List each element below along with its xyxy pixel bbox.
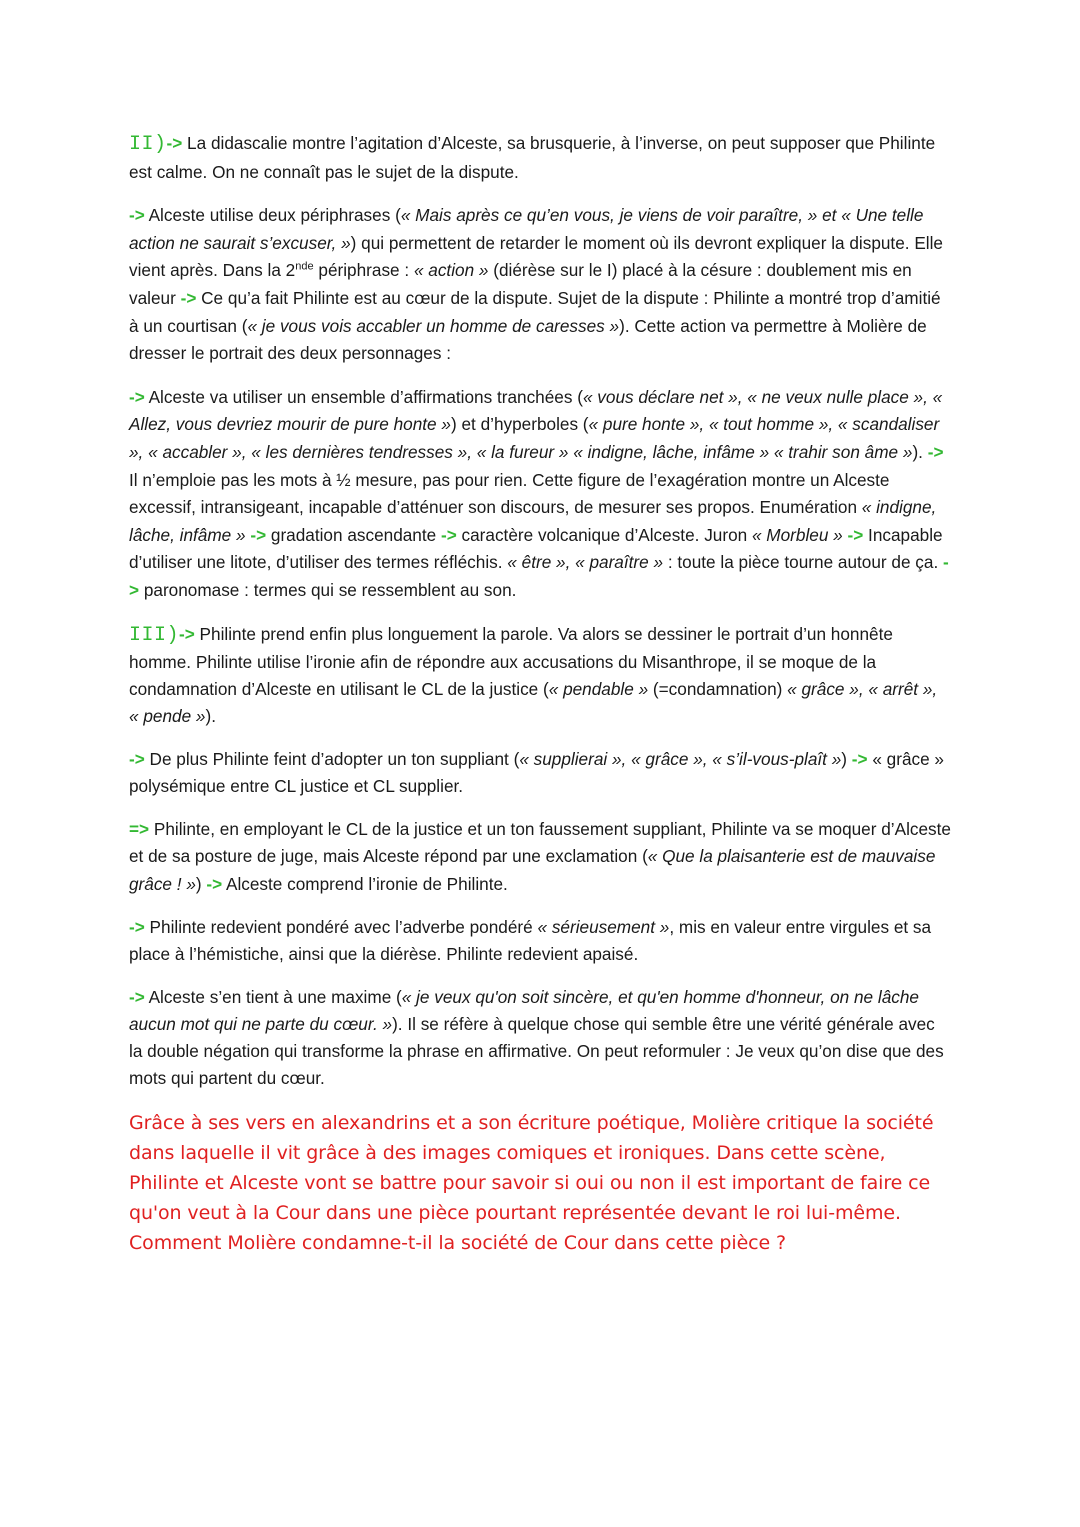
text: ). Il se réfère à quelque chose qui semble être une vérité générale avec la double négation qui transforme la phrase en affirmative. On peut reformuler : Je veux qu’on dise que des mots qui partent du cœur. bbox=[129, 1014, 944, 1089]
text: périphrase : bbox=[313, 260, 414, 281]
section-marker-iii: III) bbox=[129, 623, 180, 647]
quote: « sérieusement » bbox=[537, 917, 670, 938]
arrow-icon: -> bbox=[129, 987, 145, 1008]
paragraph-hyperboles bbox=[129, 384, 951, 605]
text: Philinte prend enfin plus longuement la parole. Va alors se dessiner le portrait d’un honnête homme. Philinte utilise l’ironie afin de répondre aux accusations du Misanthrope, il se moque de la condamnation d’Alceste en utilisant le CL de la justice ( bbox=[129, 623, 893, 699]
quote: « indigne, lâche, infâme » bbox=[129, 497, 937, 545]
arrow-icon: -> bbox=[129, 205, 145, 226]
text: (=condamnation) bbox=[648, 678, 788, 699]
text: : toute la pièce tourne autour de ça. bbox=[663, 552, 944, 573]
quote: « je vous vois accabler un homme de caresses » bbox=[247, 315, 620, 336]
paragraph-2 bbox=[129, 130, 951, 186]
quote: « pendable » bbox=[548, 678, 649, 699]
arrow-icon: -> bbox=[129, 748, 145, 769]
text: Il n’emploie pas les mots à ½ mesure, pas pour rien. Cette figure de l’exagération montre un Alceste excessif, intransigeant, incapable d’atténuer son discours, de mesurer ses propos. Enumération bbox=[129, 469, 890, 518]
text: De plus Philinte feint d’adopter un ton suppliant ( bbox=[144, 748, 520, 769]
paragraph-periphrases bbox=[129, 202, 951, 368]
arrow-icon: -> bbox=[440, 524, 457, 545]
quote: « action » bbox=[413, 260, 489, 281]
arrow-icon: -> bbox=[851, 748, 868, 769]
arrow-icon: -> bbox=[250, 524, 267, 545]
text: « grâce » polysémique entre CL justice et CL supplier. bbox=[129, 748, 944, 796]
text: Incapable d’utiliser une litote, d’utiliser des termes réfléchis. bbox=[129, 524, 943, 573]
quote: « Morbleu » bbox=[751, 524, 843, 545]
text: Alceste comprend l’ironie de Philinte. bbox=[222, 873, 508, 894]
arrow-icon: -> bbox=[206, 873, 223, 894]
text: paronomase : termes qui se ressemblent au son. bbox=[139, 579, 517, 600]
quote: « vous déclare net », « ne veux nulle place », « Allez, vous devriez mourir de pure honte » bbox=[129, 386, 943, 435]
text: Alceste s’en tient à une maxime ( bbox=[144, 987, 402, 1008]
text: Philinte redevient pondéré avec l’adverbe pondéré bbox=[144, 917, 538, 938]
quote: « je veux qu'on soit sincère, et qu'en homme d'honneur, on ne lâche aucun mot qui ne parte du cœur. » bbox=[129, 987, 919, 1035]
text: ). bbox=[205, 705, 216, 726]
text: (diérèse sur le I) placé à la césure : doublement mis en valeur bbox=[129, 260, 912, 308]
section-marker-ii: II) bbox=[129, 133, 167, 156]
arrow-icon: -> bbox=[129, 552, 949, 600]
text: ) et d’hyperboles ( bbox=[450, 414, 589, 435]
document-page bbox=[129, 130, 951, 1277]
text: La didascalie montre l’agitation d’Alceste, sa brusquerie, à l’inverse, on peut supposer que Philinte est calme. On ne connaît pas le sujet de la dispute. bbox=[129, 133, 936, 182]
text: ). bbox=[912, 441, 928, 462]
superscript: nde bbox=[295, 260, 314, 273]
arrow-icon: -> bbox=[166, 133, 183, 153]
paragraph-ironie bbox=[129, 816, 951, 899]
conclusion-problematique: Grâce à ses vers en alexandrins et a son écriture poétique, Molière critique la société dans laquelle il vit grâce à des images comiques et ironiques. Dans cette scène, Philinte et Alceste vont se battre pour savoir si oui ou non il est important de faire ce qu'on veut à la Cour dans une pièce pourtant représentée devant le roi lui-même. Comment Molière condamne-t-il la société de Cour dans cette pièce ? bbox=[129, 1112, 934, 1255]
text: ) qui permettent de retarder le moment où ils devront expliquer la dispute. Elle vient après. Dans la 2 bbox=[129, 232, 943, 281]
double-arrow-icon: => bbox=[129, 818, 150, 839]
text: Alceste va utiliser un ensemble d’affirmations tranchées ( bbox=[144, 386, 583, 407]
text: ). Cette action va permettre à Molière de dresser le portrait des deux personnages : bbox=[129, 315, 927, 364]
quote: « grâce », « arrêt », « pende » bbox=[129, 678, 938, 726]
arrow-icon: -> bbox=[847, 524, 864, 545]
paragraph-suppliant bbox=[129, 746, 951, 800]
arrow-icon: -> bbox=[129, 386, 145, 407]
text: Ce qu’a fait Philinte est au cœur de la dispute. Sujet de la dispute : Philinte a montré trop d’amitié à un courtisan ( bbox=[129, 287, 941, 336]
text: gradation ascendante bbox=[266, 524, 441, 545]
quote: « être », « paraître » bbox=[507, 552, 664, 573]
text: caractère volcanique d’Alceste. Juron bbox=[456, 524, 752, 545]
text: , mis en valeur entre virgules et sa place à l’hémistiche, ainsi que la diérèse. Philinte redevient apaisé. bbox=[129, 917, 932, 965]
quote: « supplierai », « grâce », « s’il-vous-plaît » bbox=[519, 748, 842, 769]
text: ) bbox=[841, 748, 852, 769]
text: ) bbox=[195, 873, 207, 894]
paragraph-maxime bbox=[129, 984, 951, 1092]
text: Philinte, en employant le CL de la justice et un ton faussement suppliant, Philinte va se moquer d’Alceste et de sa posture de juge, mais Alceste répond par une exclamation ( bbox=[129, 818, 951, 867]
arrow-icon: -> bbox=[927, 441, 944, 462]
quote: « Que la plaisanterie est de mauvaise grâce ! » bbox=[129, 846, 936, 894]
arrow-icon: -> bbox=[180, 287, 197, 308]
arrow-icon: -> bbox=[129, 917, 145, 938]
quote: « pure honte », « tout homme », « scandaliser », « accabler », « les dernières tendresses », « la fureur » « indigne, lâche, infâme » « trahir son âme » bbox=[129, 414, 940, 462]
paragraph-pondere bbox=[129, 914, 951, 968]
paragraph-3 bbox=[129, 621, 951, 730]
quote: « Mais après ce qu’en vous, je viens de voir paraître, » et « Une telle action ne saurait s’excuser, » bbox=[129, 205, 924, 253]
text: Alceste utilise deux périphrases ( bbox=[144, 205, 401, 226]
arrow-icon: -> bbox=[179, 623, 195, 644]
